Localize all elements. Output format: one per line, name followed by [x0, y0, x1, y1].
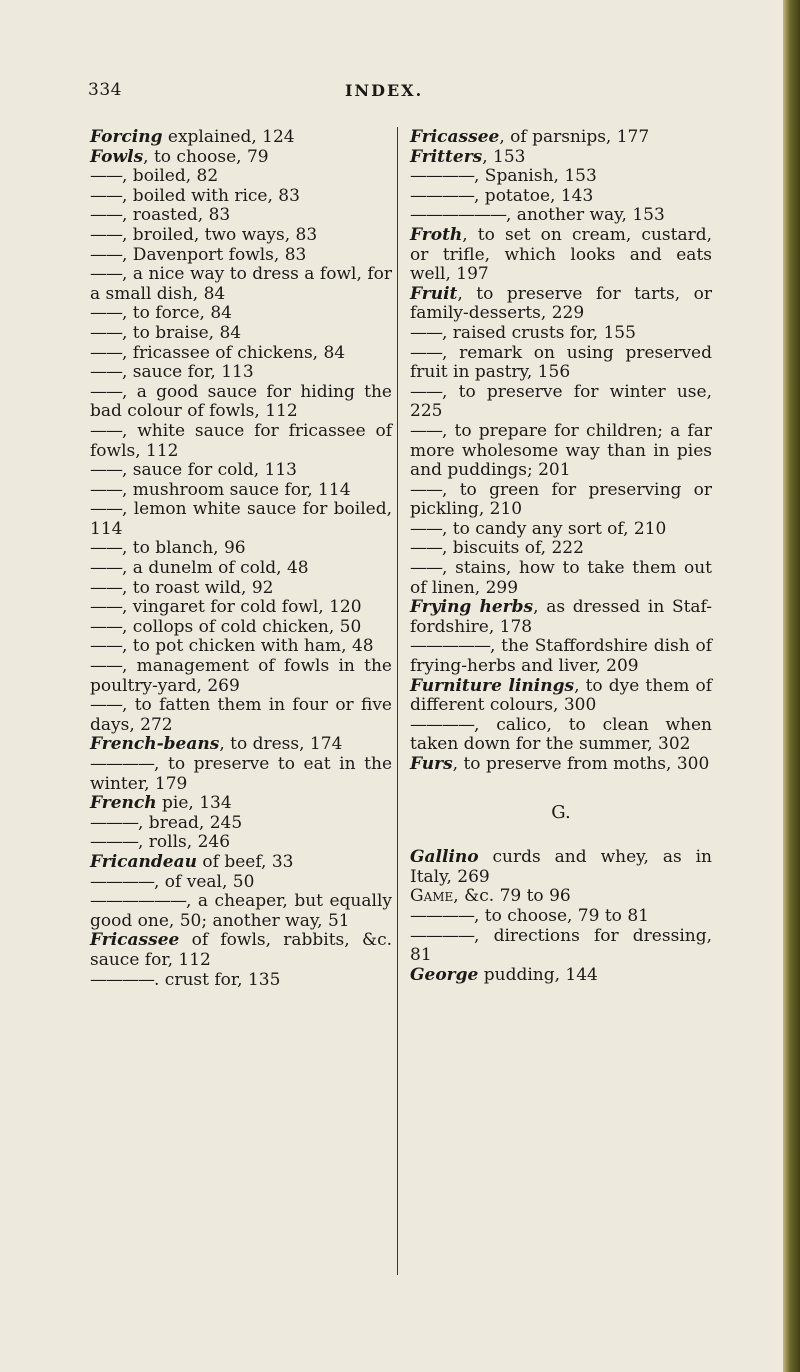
ditto-dash: ———— [90, 969, 154, 990]
entry-text: , 153 [482, 146, 526, 167]
entry-text: , &c. 79 to 96 [453, 886, 571, 907]
entry-text: , to prepare for children; a far more wholesome way than in pies and puddings; 201 [410, 420, 712, 481]
index-entry [410, 481, 712, 520]
entry-headword: Furs [410, 754, 453, 774]
entry-text: , management of fowls in the poultry-yard, 269 [90, 656, 392, 696]
index-entry [90, 618, 392, 638]
entry-text: , biscuits of, 222 [442, 538, 584, 559]
index-entry [90, 461, 392, 481]
entry-text: , roasted, 83 [122, 205, 231, 226]
index-entry [410, 637, 712, 676]
page-number: 334 [88, 80, 122, 100]
ditto-dash: —— [90, 185, 122, 206]
ditto-dash: —— [410, 538, 442, 559]
ditto-dash: —— [90, 224, 122, 245]
entry-headword: George [410, 964, 479, 985]
index-entry [410, 422, 712, 481]
entry-text: , fricassee of chickens, 84 [122, 342, 346, 363]
index-entry [90, 814, 392, 834]
entry-text: . crust for, 135 [154, 969, 281, 990]
index-entry [90, 246, 392, 266]
ditto-dash: —— [410, 342, 442, 363]
index-entry [410, 559, 712, 598]
entry-headword: Furniture linings [410, 675, 575, 696]
entry-text: , to roast wild, 92 [122, 577, 274, 598]
index-entry [90, 363, 392, 383]
index-entry [410, 677, 712, 716]
entry-text: , boiled with rice, 83 [122, 185, 300, 206]
entry-text: , Davenport fowls, 83 [122, 244, 307, 265]
index-entry [410, 285, 712, 324]
index-entry [90, 167, 392, 187]
entry-text: , to braise, 84 [122, 322, 242, 343]
ditto-dash: ———— [410, 925, 474, 946]
entry-headword: Froth [410, 224, 463, 245]
ditto-dash: —— [90, 499, 122, 520]
index-entry [410, 598, 712, 637]
entry-text: of fowls, rabbits, &c. sauce for, 112 [90, 930, 392, 970]
entry-text: , a cheaper, but equally good one, 50; another way, 51 [90, 891, 392, 931]
entry-text: , of veal, 50 [154, 871, 255, 892]
ditto-dash: —— [410, 479, 442, 500]
entry-text: , mushroom sauce for, 114 [122, 479, 351, 500]
entry-text: , white sauce for fricassee of fowls, 112 [90, 420, 392, 461]
ditto-dash: —— [90, 656, 122, 677]
entry-headword: Fricassee [410, 127, 500, 147]
index-entry [410, 167, 712, 187]
entry-text: , directions for dressing, 81 [410, 925, 712, 966]
ditto-dash: —— [410, 558, 442, 579]
index-entry [410, 324, 712, 344]
index-entry [90, 696, 392, 735]
index-entry [90, 735, 392, 755]
ditto-dash: —— [90, 479, 122, 500]
entry-headword: Fritters [410, 146, 483, 167]
entry-headword: Gallino [410, 847, 479, 868]
ditto-dash: —— [90, 558, 122, 579]
entry-text: , another way, 153 [506, 205, 665, 226]
index-entry [410, 539, 712, 559]
index-entry [90, 481, 392, 501]
index-entry [410, 383, 712, 422]
entry-text: , to preserve for tarts, or family-desserts, 229 [410, 283, 712, 324]
index-entry [90, 559, 392, 579]
index-entry [90, 637, 392, 657]
index-entry [410, 206, 712, 226]
entry-text: of beef, 33 [197, 851, 294, 872]
index-entry [90, 873, 392, 893]
ditto-dash: —— [90, 538, 122, 559]
ditto-dash: ———— [410, 714, 474, 735]
index-entries-g [410, 848, 712, 985]
ditto-dash: —— [410, 420, 442, 441]
index-entry [90, 539, 392, 559]
index-entry [410, 226, 712, 285]
ditto-dash: —— [90, 577, 122, 598]
entry-text: pie, 134 [156, 793, 232, 814]
index-entry [90, 206, 392, 226]
index-entry [410, 755, 712, 775]
entry-text: , the Staffordshire dish of frying-herbs and liver, 209 [410, 636, 712, 677]
ditto-dash: ——— [90, 812, 138, 833]
index-entry [90, 344, 392, 364]
index-entry [90, 598, 392, 618]
index-entry [410, 344, 712, 383]
index-entry [90, 833, 392, 853]
ditto-dash: —— [90, 597, 122, 618]
entry-text: , to candy any sort of, 210 [442, 518, 667, 539]
ditto-dash: —— [90, 420, 122, 441]
entry-headword: Fricandeau [90, 851, 197, 872]
entry-text: , remark on using preserved fruit in pastry, 156 [410, 342, 712, 383]
ditto-dash: —— [90, 616, 122, 637]
entry-text: , of parsnips, 177 [499, 127, 650, 147]
index-entry [90, 324, 392, 344]
entry-text: , to preserve to eat in the winter, 179 [90, 754, 392, 794]
index-column-right [410, 128, 712, 985]
ditto-dash: —— [90, 636, 122, 657]
entry-text: , a dunelm of cold, 48 [122, 558, 309, 579]
entry-headword: Fowls [90, 146, 144, 167]
entry-headword: Fricassee [90, 930, 180, 951]
ditto-dash: —— [90, 342, 122, 363]
entry-headword: Game [410, 886, 454, 907]
entry-text: , broiled, two ways, 83 [122, 224, 318, 245]
ditto-dash: —— [90, 303, 122, 324]
ditto-dash: ———— [90, 754, 154, 774]
entry-headword: French [90, 793, 157, 814]
entry-text: , to preserve from moths, 300 [452, 754, 710, 774]
ditto-dash: —————— [90, 891, 186, 912]
entry-text: , to blanch, 96 [122, 538, 246, 559]
ditto-dash: —— [410, 518, 442, 539]
entry-headword: Fruit [410, 283, 458, 304]
ditto-dash: —— [90, 244, 122, 265]
entry-text: , bread, 245 [138, 812, 243, 833]
entry-text: , to choose, 79 [143, 146, 269, 167]
index-entry [90, 187, 392, 207]
entry-text: , to green for preserving or pickling, 210 [410, 479, 712, 520]
index-entry [410, 128, 712, 148]
index-entry [410, 716, 712, 755]
index-entry [410, 187, 712, 207]
section-letter: G. [551, 801, 571, 823]
index-entry [90, 383, 392, 422]
column-divider [397, 127, 398, 1275]
entry-text: , sauce for, 113 [122, 362, 254, 383]
index-entry [90, 148, 392, 168]
ditto-dash: ———— [90, 871, 154, 892]
ditto-dash: —— [90, 264, 122, 285]
index-entries-f [410, 128, 712, 775]
ditto-dash: ——— [90, 832, 138, 853]
entry-text: , sauce for cold, 113 [122, 460, 297, 481]
index-entry [90, 579, 392, 599]
ditto-dash: ————— [410, 636, 490, 657]
entry-text: , stains, how to take them out of linen, 299 [410, 558, 712, 598]
entry-text: pudding, 144 [478, 964, 598, 985]
index-entry [410, 966, 712, 986]
entry-headword: Forcing [90, 127, 163, 147]
index-entry [90, 853, 392, 873]
index-entry [90, 931, 392, 970]
page-edge [783, 0, 800, 1372]
index-entry [90, 422, 392, 461]
index-entry [410, 148, 712, 168]
index-entry [90, 500, 392, 539]
index-entry [90, 128, 392, 148]
index-entry [90, 971, 392, 991]
entry-text: , as dressed in Staf-fordshire, 178 [410, 597, 712, 637]
entry-text: , a nice way to dress a fowl, for a small dish, 84 [90, 264, 392, 304]
index-entry [410, 520, 712, 540]
ditto-dash: —— [90, 166, 122, 187]
page-header [0, 80, 783, 104]
entry-text: , to dress, 174 [219, 734, 343, 755]
index-entry [90, 304, 392, 324]
entry-text: , lemon white sauce for boiled, 114 [90, 499, 392, 539]
index-entry [90, 892, 392, 931]
index-column-left [90, 128, 392, 990]
index-entry [410, 887, 712, 907]
entry-text: , to preserve for winter use, 225 [410, 381, 712, 422]
entry-text: , boiled, 82 [122, 166, 219, 187]
index-entry [90, 226, 392, 246]
index-entry [90, 657, 392, 696]
entry-text: , calico, to clean when taken down for the summer, 302 [410, 714, 712, 755]
entry-text: , to dye them of different colours, 300 [410, 675, 712, 716]
ditto-dash: —— [90, 205, 122, 226]
ditto-dash: ———— [410, 185, 474, 206]
ditto-dash: —— [410, 322, 442, 343]
entry-text: , to pot chicken with ham, 48 [122, 636, 374, 657]
entry-text: , Spanish, 153 [474, 166, 597, 187]
ditto-dash: —————— [410, 205, 506, 226]
entry-text: , potatoe, 143 [474, 185, 594, 206]
running-head: INDEX. [345, 81, 424, 100]
index-entry [410, 927, 712, 966]
entry-text: , collops of cold chicken, 50 [122, 616, 362, 637]
ditto-dash: ———— [410, 905, 474, 926]
entry-text: explained, 124 [162, 127, 295, 147]
ditto-dash: —— [90, 381, 122, 402]
ditto-dash: —— [90, 460, 122, 481]
index-entry [410, 907, 712, 927]
entry-headword: Frying herbs [410, 597, 534, 618]
entry-text: , to fatten them in four or five days, 272 [90, 695, 392, 735]
index-entry [90, 265, 392, 304]
entry-text: , to set on cream, custard, or trifle, which looks and eats well, 197 [410, 224, 712, 285]
index-entry [90, 794, 392, 814]
ditto-dash: —— [90, 322, 122, 343]
ditto-dash: —— [410, 381, 442, 402]
entry-text: , to force, 84 [122, 303, 232, 324]
entry-text: curds and whey, as in Italy, 269 [410, 847, 712, 887]
ditto-dash: —— [90, 695, 122, 716]
ditto-dash: —— [90, 362, 122, 383]
entry-headword: French-beans [90, 734, 220, 755]
entry-text: , a good sauce for hiding the bad colour of fowls, 112 [90, 381, 392, 422]
entry-text: , raised crusts for, 155 [442, 322, 636, 343]
ditto-dash: ———— [410, 166, 474, 187]
entry-text: , vingaret for cold fowl, 120 [122, 597, 362, 618]
index-entry [410, 848, 712, 887]
entry-text: , rolls, 246 [138, 832, 231, 853]
entry-text: , to choose, 79 to 81 [474, 905, 649, 926]
index-entry [90, 755, 392, 794]
